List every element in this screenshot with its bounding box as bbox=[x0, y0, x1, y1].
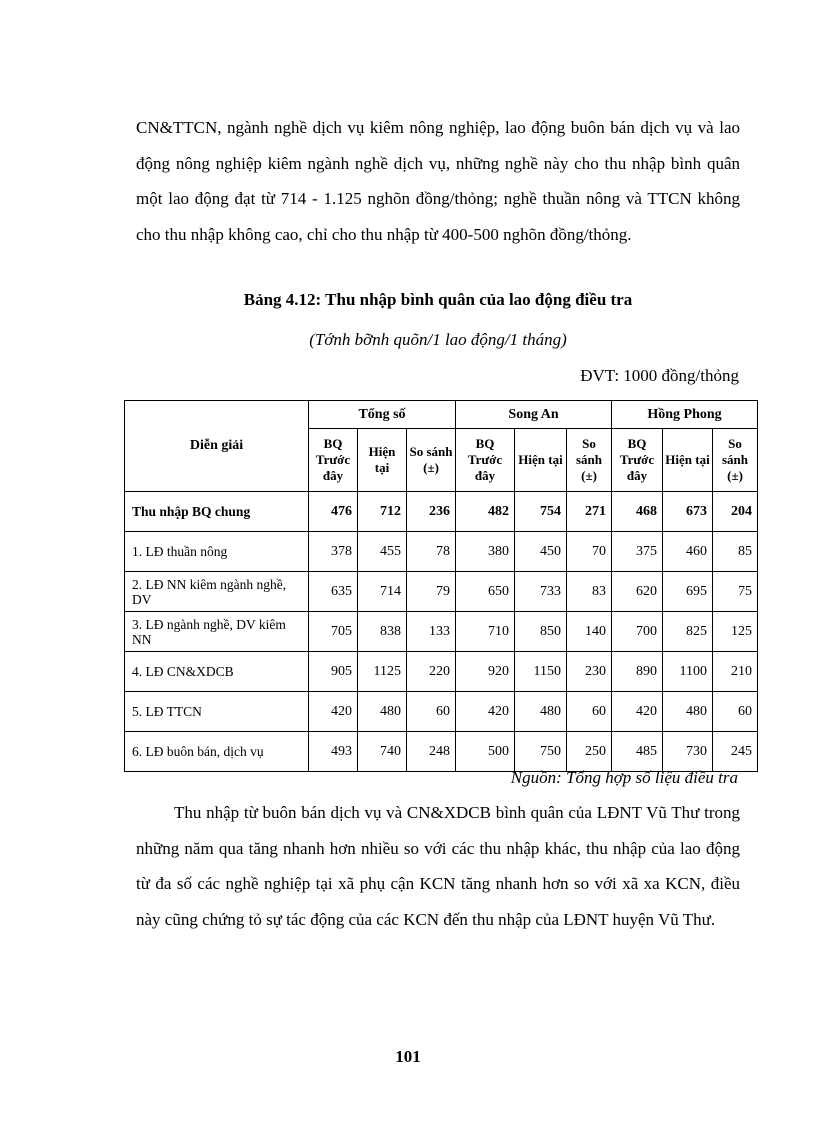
row-value: 378 bbox=[309, 532, 358, 572]
subheader-so-sanh: So sánh (±) bbox=[407, 429, 456, 492]
row-value: 695 bbox=[663, 572, 713, 612]
subheader-bq-truoc-day: BQ Trước đây bbox=[612, 429, 663, 492]
row-label: 3. LĐ ngành nghề, DV kiêm NN bbox=[125, 612, 309, 652]
row-value: 60 bbox=[407, 692, 456, 732]
row-value: 700 bbox=[612, 612, 663, 652]
row-value: 482 bbox=[456, 492, 515, 532]
row-value: 420 bbox=[456, 692, 515, 732]
table-body bbox=[125, 492, 758, 772]
row-value: 825 bbox=[663, 612, 713, 652]
table-row bbox=[125, 692, 758, 732]
row-value: 500 bbox=[456, 732, 515, 772]
row-value: 220 bbox=[407, 652, 456, 692]
row-value: 890 bbox=[612, 652, 663, 692]
row-value: 250 bbox=[567, 732, 612, 772]
row-value: 133 bbox=[407, 612, 456, 652]
row-label: Thu nhập BQ chung bbox=[125, 492, 309, 532]
table-source: Nguồn: Tổng hợp số liệu điều tra bbox=[510, 768, 738, 787]
table-row bbox=[125, 532, 758, 572]
row-value: 230 bbox=[567, 652, 612, 692]
row-value: 493 bbox=[309, 732, 358, 772]
table-row bbox=[125, 732, 758, 772]
row-value: 838 bbox=[358, 612, 407, 652]
row-value: 712 bbox=[358, 492, 407, 532]
row-label: 4. LĐ CN&XDCB bbox=[125, 652, 309, 692]
row-value: 850 bbox=[515, 612, 567, 652]
subheader-hien-tai: Hiện tại bbox=[358, 429, 407, 492]
income-table bbox=[124, 400, 758, 772]
row-value: 204 bbox=[713, 492, 758, 532]
row-label: 1. LĐ thuần nông bbox=[125, 532, 309, 572]
row-value: 740 bbox=[358, 732, 407, 772]
row-value: 140 bbox=[567, 612, 612, 652]
subheader-hien-tai: Hiện tại bbox=[663, 429, 713, 492]
row-value: 1125 bbox=[358, 652, 407, 692]
table-row bbox=[125, 572, 758, 612]
row-value: 70 bbox=[567, 532, 612, 572]
table-header-row-groups bbox=[125, 401, 758, 429]
header-group-hong-phong: Hồng Phong bbox=[612, 401, 758, 429]
row-value: 635 bbox=[309, 572, 358, 612]
row-value: 375 bbox=[612, 532, 663, 572]
row-value: 245 bbox=[713, 732, 758, 772]
row-value: 460 bbox=[663, 532, 713, 572]
row-value: 905 bbox=[309, 652, 358, 692]
subheader-hien-tai: Hiện tại bbox=[515, 429, 567, 492]
row-value: 75 bbox=[713, 572, 758, 612]
row-value: 730 bbox=[663, 732, 713, 772]
row-value: 60 bbox=[713, 692, 758, 732]
row-value: 920 bbox=[456, 652, 515, 692]
row-value: 468 bbox=[612, 492, 663, 532]
row-value: 248 bbox=[407, 732, 456, 772]
row-value: 673 bbox=[663, 492, 713, 532]
paragraph-analysis: Thu nhập từ buôn bán dịch vụ và CN&XDCB bình quân của LĐNT Vũ Thư trong những năm qua tăng nhanh hơn nhiều so với các thu nhập khác, thu nhập của lao động từ đa số các nghề nghiệp tại xã phụ cận KCN tăng nhanh hơn so với xã xa KCN, điều này cũng chứng tỏ sự tác động của các KCN đến thu nhập của LĐNT huyện Vũ Thư. bbox=[136, 803, 740, 929]
row-value: 420 bbox=[612, 692, 663, 732]
table-row bbox=[125, 612, 758, 652]
subheader-bq-truoc-day: BQ Trước đây bbox=[456, 429, 515, 492]
row-value: 420 bbox=[309, 692, 358, 732]
table-unit: ĐVT: 1000 đồng/thỏng bbox=[580, 366, 739, 385]
row-value: 1150 bbox=[515, 652, 567, 692]
row-value: 750 bbox=[515, 732, 567, 772]
table-row bbox=[125, 652, 758, 692]
header-group-song-an: Song An bbox=[456, 401, 612, 429]
row-value: 380 bbox=[456, 532, 515, 572]
row-value: 480 bbox=[663, 692, 713, 732]
row-value: 79 bbox=[407, 572, 456, 612]
row-value: 714 bbox=[358, 572, 407, 612]
row-label: 5. LĐ TTCN bbox=[125, 692, 309, 732]
row-value: 236 bbox=[407, 492, 456, 532]
row-label: 2. LĐ NN kiêm ngành nghề, DV bbox=[125, 572, 309, 612]
row-value: 485 bbox=[612, 732, 663, 772]
row-value: 705 bbox=[309, 612, 358, 652]
subheader-so-sanh: So sánh (±) bbox=[567, 429, 612, 492]
row-value: 733 bbox=[515, 572, 567, 612]
row-value: 125 bbox=[713, 612, 758, 652]
header-dien-giai: Diễn giải bbox=[125, 401, 309, 492]
subheader-so-sanh: So sánh (±) bbox=[713, 429, 758, 492]
row-value: 455 bbox=[358, 532, 407, 572]
row-value: 450 bbox=[515, 532, 567, 572]
header-group-tong-so: Tổng số bbox=[309, 401, 456, 429]
row-value: 480 bbox=[358, 692, 407, 732]
row-value: 210 bbox=[713, 652, 758, 692]
subheader-bq-truoc-day: BQ Trước đây bbox=[309, 429, 358, 492]
table-caption: Bảng 4.12: Thu nhập bình quân của lao động điều tra bbox=[243, 290, 633, 309]
row-value: 754 bbox=[515, 492, 567, 532]
row-value: 60 bbox=[567, 692, 612, 732]
row-value: 1100 bbox=[663, 652, 713, 692]
row-value: 476 bbox=[309, 492, 358, 532]
row-value: 78 bbox=[407, 532, 456, 572]
row-value: 710 bbox=[456, 612, 515, 652]
page-number: 101 bbox=[395, 1047, 421, 1066]
row-value: 271 bbox=[567, 492, 612, 532]
row-value: 480 bbox=[515, 692, 567, 732]
row-value: 650 bbox=[456, 572, 515, 612]
table-subcaption: (Tớnh bỡnh quõn/1 lao động/1 tháng) bbox=[309, 330, 567, 349]
row-value: 85 bbox=[713, 532, 758, 572]
paragraph-intro: CN&TTCN, ngành nghề dịch vụ kiêm nông nghiệp, lao động buôn bán dịch vụ và lao động nông nghiệp kiêm ngành nghề dịch vụ, những nghề này cho thu nhập bình quân một lao động đạt từ 714 - 1.125 nghõn đồng/thỏng; nghề thuần nông và TTCN không cho thu nhập không cao, chỉ cho thu nhập từ 400-500 nghõn đồng/thỏng. bbox=[136, 118, 740, 244]
table-row bbox=[125, 492, 758, 532]
row-label: 6. LĐ buôn bán, dịch vụ bbox=[125, 732, 309, 772]
row-value: 83 bbox=[567, 572, 612, 612]
row-value: 620 bbox=[612, 572, 663, 612]
